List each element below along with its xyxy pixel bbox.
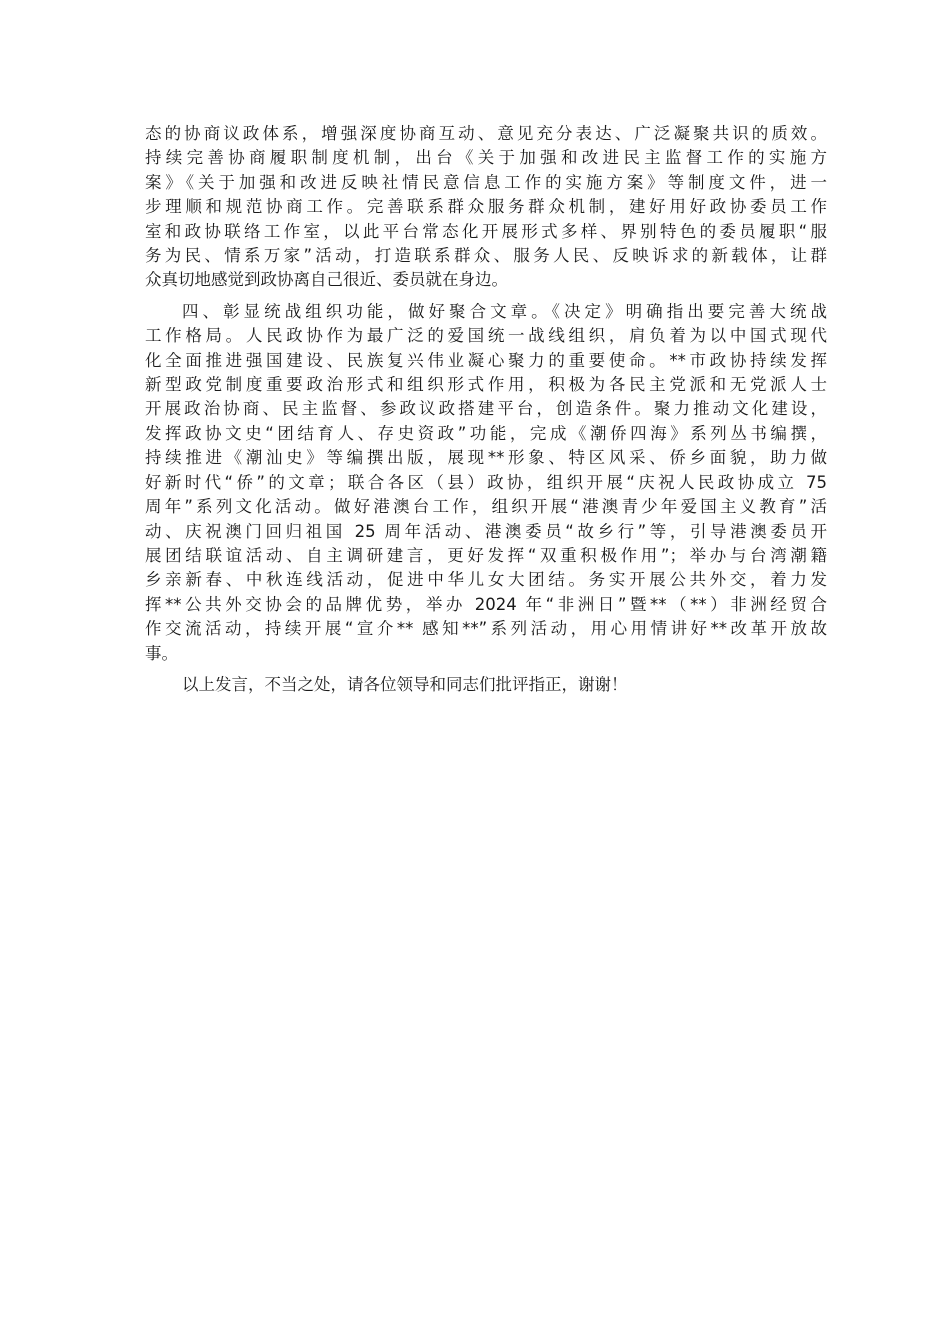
text-line: 作交流活动，持续开展“宣介** 感知**”系列活动，用心用情讲好**改革开放故 (145, 619, 827, 639)
text-line: 乡亲新春、中秋连线活动，促进中华儿女大团结。务实开展公共外交，着力发 (145, 570, 827, 590)
text-line: 众真切地感觉到政协离自己很近、委员就在身边。 (145, 270, 508, 290)
text-line: 以上发言，不当之处，请各位领导和同志们批评指正，谢谢！ (182, 674, 628, 694)
text-line: 新型政党制度重要政治形式和组织形式作用，积极为各民主党派和无党派人士 (145, 375, 827, 395)
paragraph-1 (145, 122, 827, 293)
text-line: 步理顺和规范协商工作。完善联系群众服务群众机制，建好用好政协委员工作 (145, 197, 827, 217)
text-line: 周年”系列文化活动。做好港澳台工作，组织开展“港澳青少年爱国主义教育”活 (145, 497, 827, 517)
text-line: 室和政协联络工作室，以此平台常态化开展形式多样、界别特色的委员履职“服 (145, 221, 827, 241)
text-line: 事。 (145, 643, 178, 663)
text-line: 好新时代“侨”的文章；联合各区（县）政协，组织开展“庆祝人民政协成立 75 (145, 472, 827, 492)
paragraph-2 (145, 300, 827, 666)
text-line: 化全面推进强国建设、民族复兴伟业凝心聚力的重要使命。**市政协持续发挥 (145, 350, 827, 370)
text-line: 挥**公共外交协会的品牌优势，举办 2024 年“非洲日”暨**（**）非洲经贸合 (145, 594, 827, 614)
text-line: 四、彰显统战组织功能，做好聚合文章。《决定》明确指出要完善大统战 (182, 301, 827, 321)
document-body (145, 122, 827, 697)
text-line: 工作格局。人民政协作为最广泛的爱国统一战线组织，肩负着为以中国式现代 (145, 326, 827, 346)
text-line: 发挥政协文史“团结育人、存史资政”功能，完成《潮侨四海》系列丛书编撰， (145, 423, 827, 443)
text-line: 展团结联谊活动、自主调研建言，更好发挥“双重积极作用”；举办与台湾潮籍 (145, 545, 827, 565)
text-line: 持续推进《潮汕史》等编撰出版，展现**形象、特区风采、侨乡面貌，助力做 (145, 448, 827, 468)
text-line: 态的协商议政体系，增强深度协商互动、意见充分表达、广泛凝聚共识的质效。 (145, 124, 827, 143)
text-line: 案》《关于加强和改进反映社情民意信息工作的实施方案》等制度文件，进一 (145, 172, 827, 192)
text-line: 持续完善协商履职制度机制，出台《关于加强和改进民主监督工作的实施方 (145, 148, 827, 168)
text-line: 务为民、情系万家”活动，打造联系群众、服务人民、反映诉求的新载体，让群 (145, 246, 827, 266)
paragraph-3 (145, 673, 827, 697)
text-line: 开展政治协商、民主监督、参政议政搭建平台，创造条件。聚力推动文化建设， (145, 399, 827, 419)
text-line: 动、庆祝澳门回归祖国 25 周年活动、港澳委员“故乡行”等，引导港澳委员开 (145, 521, 827, 541)
